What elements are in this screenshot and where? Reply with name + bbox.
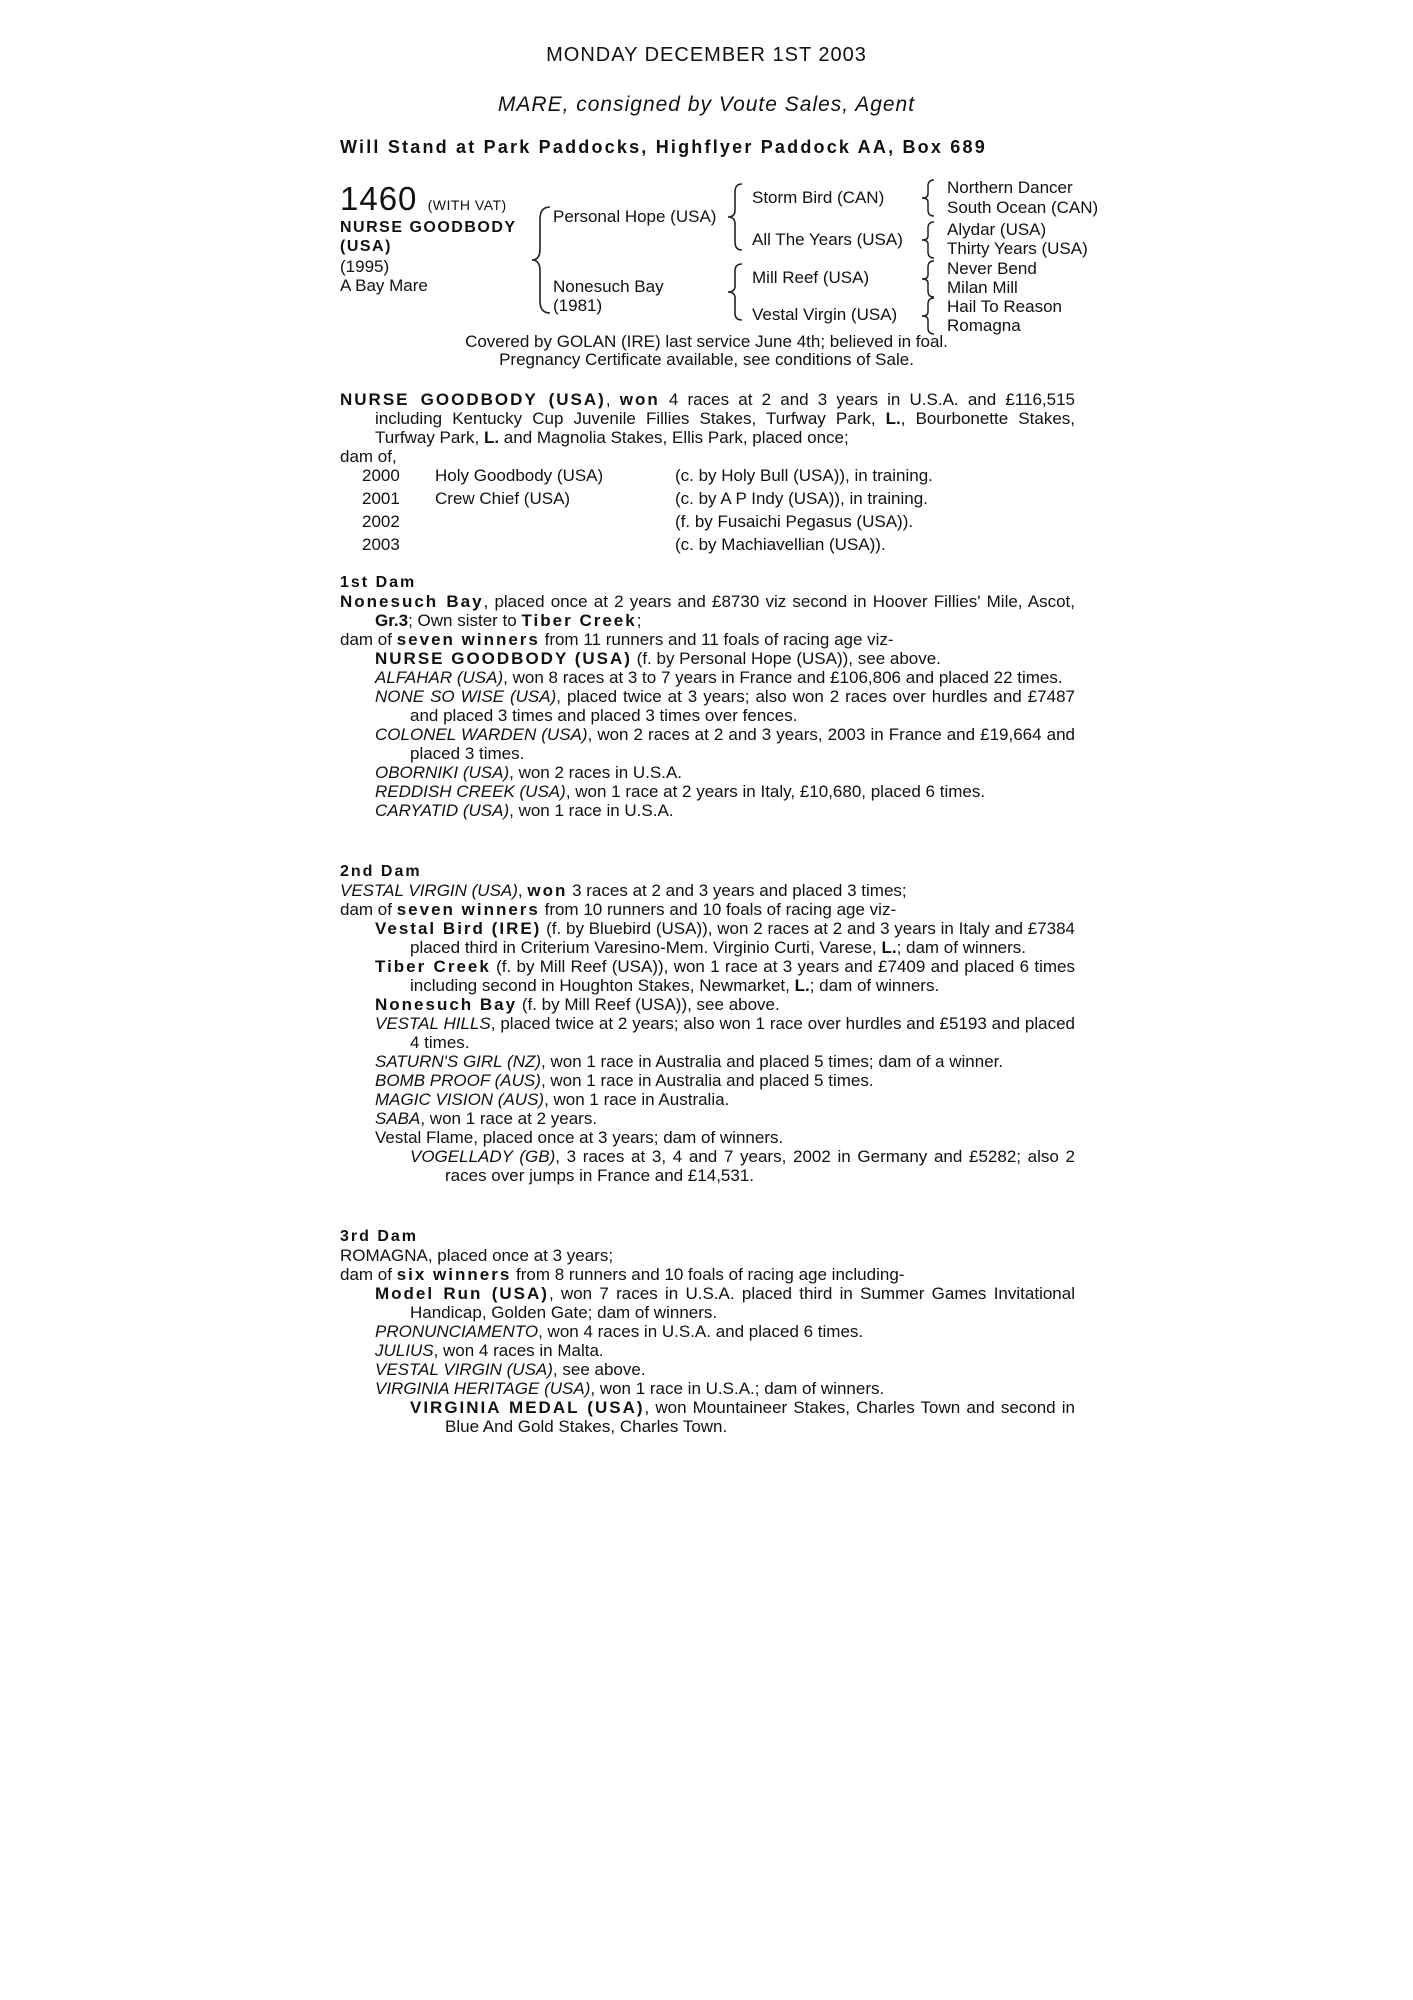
second-dam-entry	[340, 1071, 1075, 1090]
entry-name: NURSE GOODBODY (USA)	[375, 649, 632, 668]
entry-name: VESTAL VIRGIN (USA)	[375, 1360, 553, 1379]
second-dam-entry: Vestal Flame, placed once at 3 years; dam of winners.	[375, 1128, 784, 1147]
summary-a: dam of	[340, 1265, 397, 1284]
third-dam-paragraph: ROMAGNA, placed once at 3 years;	[340, 1246, 614, 1265]
entry-text: , won 7 races in U.S.A. placed third in Summer Games Invitational Handicap, Golden Gate; dam of winners.	[410, 1284, 1075, 1322]
pedigree-dsd: Milan Mill	[947, 278, 1018, 297]
lot-description: A Bay Mare	[340, 276, 428, 295]
pedigree-sire-dam: All The Years (USA)	[752, 230, 903, 249]
entry-text: , won 8 races at 3 to 7 years in France and £106,806 and placed 22 times.	[503, 668, 1063, 687]
pedigree-dds: Hail To Reason	[947, 297, 1062, 316]
summary-a: dam of	[340, 900, 397, 919]
summary-c: from 11 runners and 11 foals of racing age viz-	[539, 630, 894, 649]
first-dam-text1: , placed once at 2 years and £8730 viz second in Hoover Fillies' Mile, Ascot,	[483, 592, 1075, 611]
third-dam-section	[340, 1227, 1075, 1436]
first-dam-heading: 1st Dam	[340, 574, 417, 591]
summary-c: from 8 runners and 10 foals of racing age including-	[511, 1265, 905, 1284]
first-dam-entry	[340, 687, 1075, 725]
offspring-detail: (c. by Machiavellian (USA)).	[675, 535, 886, 554]
third-dam-summary	[340, 1265, 1075, 1284]
second-dam-subentry	[340, 1147, 1075, 1185]
offspring-year: 2000	[362, 466, 400, 485]
mare-text1: 4 races at 2 and 3 years in U.S.A. and £116,515 including Kentucky Cup Juvenile Fillies Stakes, Turfway Park,	[375, 390, 1075, 428]
mare-won: won	[619, 390, 660, 409]
mare-text3: and Magnolia Stakes, Ellis Park, placed once;	[499, 428, 849, 447]
entry-name: MAGIC VISION (AUS)	[375, 1090, 545, 1109]
first-dam-text2: ; Own sister to	[408, 611, 522, 630]
first-dam-sister: Tiber Creek	[521, 611, 637, 630]
entry-text: , won 1 race at 2 years.	[420, 1109, 598, 1128]
entry-text: , won 4 races in Malta.	[433, 1341, 604, 1360]
offspring-detail: (c. by A P Indy (USA)), in training.	[675, 489, 928, 508]
mare-listed2: L.	[483, 428, 500, 447]
covered-note	[0, 333, 1413, 369]
entry-name: REDDISH CREEK (USA)	[375, 782, 566, 801]
entry-text: , placed twice at 2 years; also won 1 race over hurdles and £5193 and placed 4 times.	[410, 1014, 1075, 1052]
lot-name-line2: (USA)	[340, 238, 392, 255]
pedigree-brace-dd	[920, 296, 938, 336]
entry-listed: L.	[794, 976, 810, 995]
entry-name: Tiber Creek	[375, 957, 491, 976]
second-dam-heading: 2nd Dam	[340, 863, 422, 880]
second-dam-entry	[340, 995, 1075, 1014]
second-dam-entry	[340, 1109, 1075, 1128]
lot-year: (1995)	[340, 257, 390, 276]
pedigree-dam-line2: (1981)	[553, 296, 603, 315]
entry-text: , see above.	[552, 1360, 646, 1379]
entry-name: COLONEL WARDEN (USA)	[375, 725, 588, 744]
pedigree-dam-sire: Mill Reef (USA)	[752, 268, 870, 287]
offspring-name: Crew Chief (USA)	[435, 489, 571, 508]
entry-text2: ; dam of winners.	[809, 976, 940, 995]
entry-text: , won 1 race in Australia and placed 5 times.	[540, 1071, 874, 1090]
entry-name: PRONUNCIAMENTO	[375, 1322, 539, 1341]
entry-text: (f. by Mill Reef (USA)), see above.	[517, 995, 780, 1014]
first-dam-summary	[340, 630, 1075, 649]
pedigree-sire-sire: Storm Bird (CAN)	[752, 188, 885, 207]
second-dam-entry	[340, 1014, 1075, 1052]
third-dam-entry	[340, 1341, 1075, 1360]
first-dam-group: Gr.3	[375, 611, 409, 630]
third-dam-entry	[340, 1379, 1075, 1398]
mare-dam-of: dam of,	[340, 447, 397, 466]
pedigree-sds: Alydar (USA)	[947, 220, 1047, 239]
first-dam-entry	[340, 668, 1075, 687]
entry-name: SABA	[375, 1109, 421, 1128]
entry-text: , won 1 race at 2 years in Italy, £10,680, placed 6 times.	[565, 782, 986, 801]
entry-name: ALFAHAR (USA)	[375, 668, 504, 687]
entry-text: , won 1 race in Australia.	[544, 1090, 730, 1109]
entry-text2: ; dam of winners.	[896, 938, 1027, 957]
entry-name: VIRGINIA HERITAGE (USA)	[375, 1379, 591, 1398]
second-dam-paragraph: VESTAL VIRGIN (USA), won 3 races at 2 and 3 years and placed 3 times;	[340, 881, 907, 900]
entry-text: (f. by Mill Reef (USA)), won 1 race at 3 years and £7409 and placed 6 times including second in Houghton Stakes, Newmarket,	[410, 957, 1076, 995]
pedigree-ddd: Romagna	[947, 316, 1021, 335]
summary-winners: seven winners	[396, 630, 540, 649]
first-dam-name: Nonesuch Bay	[340, 592, 484, 611]
pedigree-brace-sire	[726, 182, 746, 252]
entry-name: JULIUS	[375, 1341, 434, 1360]
entry-name: BOMB PROOF (AUS)	[375, 1071, 541, 1090]
entry-text: (f. by Bluebird (USA)), won 2 races at 2 and 3 years in Italy and £7384 placed third in Criterium Varesino-Mem. Virginio Curti, Varese,	[410, 919, 1075, 957]
first-dam-entry	[340, 782, 1075, 801]
third-dam-entry	[340, 1284, 1075, 1322]
first-dam-entry	[340, 725, 1075, 763]
covered-line1: Covered by GOLAN (IRE) last service June 4th; believed in foal.	[465, 332, 948, 351]
offspring-detail: (f. by Fusaichi Pegasus (USA)).	[675, 512, 914, 531]
pedigree-sire: Personal Hope (USA)	[553, 207, 717, 226]
pedigree-sdd: Thirty Years (USA)	[947, 239, 1088, 258]
offspring-year: 2001	[362, 489, 400, 508]
third-dam-heading: 3rd Dam	[340, 1228, 419, 1245]
pedigree-brace-main	[530, 205, 554, 315]
stand-location: Will Stand at Park Paddocks, Highflyer Paddock AA, Box 689	[340, 137, 987, 157]
mare-paragraph: NURSE GOODBODY (USA), won 4 races at 2 and 3 years in U.S.A. and £116,515 including Kentucky Cup Juvenile Fillies Stakes, Turfway Park, L., Bourbonette Stakes, Turfway Park, L. and Magnolia Stakes, Ellis Park, placed once;	[340, 390, 1075, 447]
consignment-line: MARE, consigned by Voute Sales, Agent	[497, 93, 916, 116]
pedigree-dam-line1: Nonesuch Bay	[553, 277, 664, 296]
entry-name: Vestal Bird (IRE)	[375, 919, 542, 938]
pedigree-ssd: South Ocean (CAN)	[947, 198, 1099, 217]
summary-winners: seven winners	[396, 900, 540, 919]
offspring-names	[435, 464, 603, 510]
pedigree-sss: Northern Dancer	[947, 178, 1073, 197]
first-dam-section	[340, 573, 1075, 820]
entry-text: (f. by Personal Hope (USA)), see above.	[631, 649, 941, 668]
second-dam-won: won	[527, 881, 568, 900]
entry-listed: L.	[881, 938, 897, 957]
mare-listed1: L.	[885, 409, 901, 428]
entry-name: NONE SO WISE (USA)	[375, 687, 557, 706]
pedigree-brace-sd	[920, 220, 938, 260]
offspring-name: Holy Goodbody (USA)	[435, 466, 604, 485]
pedigree-brace-ss	[920, 178, 938, 218]
third-dam-subentry	[340, 1398, 1075, 1436]
entry-name: Model Run (USA)	[375, 1284, 549, 1303]
offspring-detail: (c. by Holy Bull (USA)), in training.	[675, 466, 933, 485]
entry-text: , placed twice at 3 years; also won 2 races over hurdles and £7487 and placed 3 times and placed 3 times over fences.	[410, 687, 1075, 725]
mare-record	[340, 390, 1075, 466]
entry-name: VIRGINIA MEDAL (USA)	[410, 1398, 645, 1417]
lot-number: 1460	[340, 180, 418, 217]
first-dam-entry	[340, 649, 1075, 668]
summary-c: from 10 runners and 10 foals of racing age viz-	[539, 900, 897, 919]
summary-a: dam of	[340, 630, 397, 649]
third-dam-entry	[340, 1360, 1075, 1379]
lot-number-block	[340, 180, 507, 218]
lot-name-line1: NURSE GOODBODY	[340, 219, 517, 236]
mare-text2: , Bourbonette Stakes, Turfway Park,	[375, 409, 1075, 447]
second-dam-section	[340, 862, 1075, 1185]
entry-name: VOGELLADY (GB)	[410, 1147, 556, 1166]
entry-name: Nonesuch Bay	[375, 995, 518, 1014]
second-dam-summary	[340, 900, 1075, 919]
first-dam-text3: ;	[636, 611, 642, 630]
second-dam-entry	[340, 1052, 1075, 1071]
entry-text: , won 1 race in U.S.A.	[509, 801, 674, 820]
entry-text: , won 4 races in U.S.A. and placed 6 times.	[538, 1322, 864, 1341]
pedigree-brace-ds	[920, 259, 938, 299]
entry-name: SATURN'S GIRL (NZ)	[375, 1052, 542, 1071]
third-dam-entry	[340, 1322, 1075, 1341]
offspring-years	[362, 464, 400, 556]
mare-name: NURSE GOODBODY (USA)	[340, 390, 606, 409]
entry-text: , won 1 race in U.S.A.; dam of winners.	[590, 1379, 885, 1398]
entry-text: , won 1 race in Australia and placed 5 times; dam of a winner.	[541, 1052, 1004, 1071]
second-dam-name: VESTAL VIRGIN (USA)	[340, 881, 518, 900]
sale-date: MONDAY DECEMBER 1ST 2003	[546, 44, 867, 66]
pedigree-brace-dam	[726, 262, 746, 322]
summary-winners: six winners	[396, 1265, 512, 1284]
entry-text: , won 2 races at 2 and 3 years, 2003 in France and £19,664 and placed 3 times.	[410, 725, 1075, 763]
offspring-year: 2003	[362, 535, 400, 554]
second-dam-entry	[340, 957, 1075, 995]
second-dam-text1: 3 races at 2 and 3 years and placed 3 times;	[567, 881, 907, 900]
entry-name: VESTAL HILLS	[375, 1014, 491, 1033]
entry-text: , 3 races at 3, 4 and 7 years, 2002 in Germany and £5282; also 2 races over jumps in France and £14,531.	[445, 1147, 1075, 1185]
pedigree-dam-dam: Vestal Virgin (USA)	[752, 305, 898, 324]
offspring-year: 2002	[362, 512, 400, 531]
entry-name: OBORNIKI (USA)	[375, 763, 510, 782]
second-dam-entry	[340, 1090, 1075, 1109]
offspring-details	[675, 464, 933, 556]
first-dam-paragraph	[340, 592, 1075, 630]
second-dam-entry	[340, 919, 1075, 957]
entry-text: , won Mountaineer Stakes, Charles Town and second in Blue And Gold Stakes, Charles Town.	[445, 1398, 1075, 1436]
covered-line2: Pregnancy Certificate available, see conditions of Sale.	[499, 350, 914, 369]
first-dam-entry	[340, 801, 1075, 820]
vat-note: (WITH VAT)	[427, 197, 507, 213]
pedigree-dss: Never Bend	[947, 259, 1037, 278]
entry-name: CARYATID (USA)	[375, 801, 510, 820]
first-dam-entry	[340, 763, 1075, 782]
entry-text: , won 2 races in U.S.A.	[509, 763, 683, 782]
